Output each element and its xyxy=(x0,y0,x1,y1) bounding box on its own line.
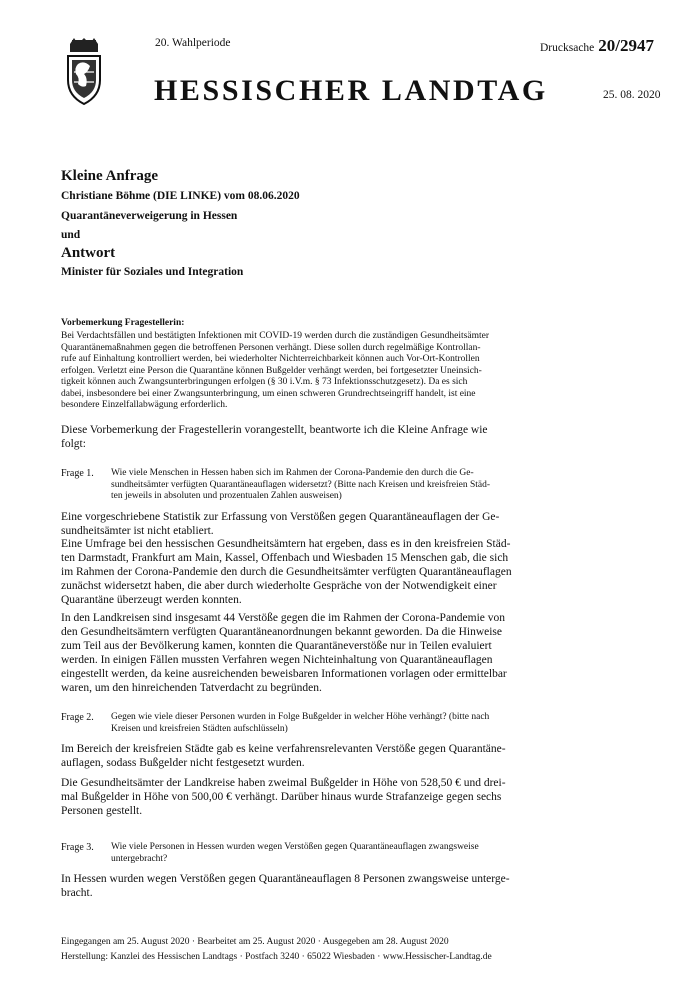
antwort-heading: Antwort xyxy=(61,245,116,261)
text-line: im Rahmen der Corona-Pandemie den durch die Gesundheitsämter verfügten Quarantäneauflagen xyxy=(61,566,512,578)
drucksache-number: 20/2947 xyxy=(598,36,655,55)
text-line: Diese Vorbemerkung der Fragestellerin vorangestellt, beantworte ich die Kleine Anfrage wie xyxy=(61,424,488,436)
text-line: Kreisen und kreisfreien Städten aufschlüsseln) xyxy=(111,723,288,734)
text-line: Wie viele Menschen in Hessen haben sich im Rahmen der Corona-Pandemie den durch die Ge- xyxy=(111,468,474,478)
document-date: 25. 08. 2020 xyxy=(603,89,661,101)
frage2-label: Frage 2. xyxy=(61,712,94,723)
text-line: mal Bußgelder in Höhe von 500,00 € verhängt. Darüber hinaus wurde Strafanzeige gegen sechs xyxy=(61,791,502,803)
vorbemerkung-heading: Vorbemerkung Fragestellerin: xyxy=(61,318,185,328)
text-line: ten jeweils in absoluten und prozentualen Zahlen ausweisen) xyxy=(111,491,342,501)
text-line: Gegen wie viele dieser Personen wurden in Folge Bußgelder in welcher Höhe verhängt? (bitte nach xyxy=(111,712,490,722)
wahlperiode: 20. Wahlperiode xyxy=(155,37,231,49)
text-line: werden. In einigen Fällen mussten Verfahren wegen Nichteinhaltung von Quarantäneauflagen xyxy=(61,654,493,666)
text-line: waren, um den hinreichenden Tatverdacht zu begründen. xyxy=(61,682,322,694)
text-line: folgt: xyxy=(61,438,86,450)
text-line: Bei Verdachtsfällen und bestätigten Infektionen mit COVID-19 werden durch die zuständigen Gesundheitsämter xyxy=(61,331,489,341)
text-line: sundheitsämter verfügten Quarantäneauflagen widersetzt? (Bitte nach Kreisen und kreisfreien Städ- xyxy=(111,479,491,490)
text-line: untergebracht? xyxy=(111,853,168,864)
answer1-paragraph2 xyxy=(61,537,523,607)
document-title: HESSISCHER LANDTAG xyxy=(154,74,548,107)
text-line: Quarantäne überzeugt werden konnten. xyxy=(61,594,242,606)
drucksache-label: Drucksache xyxy=(540,42,595,54)
text-line: sundheitsämter ist nicht etabliert. xyxy=(61,525,214,537)
hessen-coat-of-arms-icon xyxy=(64,38,104,106)
author-line: Christiane Böhme (DIE LINKE) vom 08.06.2020 xyxy=(61,190,300,202)
frage3-text xyxy=(111,842,523,865)
frage1-label: Frage 1. xyxy=(61,468,94,479)
text-line: Quarantänemaßnahmen gegen die betroffenen Personen verhängt. Diese sollen durch regelmäßige Kontrollan- xyxy=(61,342,481,353)
text-line: Eine Umfrage bei den hessischen Gesundheitsämtern hat ergeben, dass es in den kreisfreien Städ- xyxy=(61,538,511,550)
text-line: Personen gestellt. xyxy=(61,805,143,817)
text-line: ten Darmstadt, Frankfurt am Main, Kassel, Offenbach und Wiesbaden 15 Menschen gab, die sich xyxy=(61,552,509,564)
answer2-paragraph2 xyxy=(61,776,523,818)
preamble xyxy=(61,423,523,451)
text-line: Die Gesundheitsämter der Landkreise haben zweimal Bußgelder in Höhe von 528,50 € und drei- xyxy=(61,777,506,789)
answer1-paragraph3 xyxy=(61,611,523,695)
text-line: rufe auf Einhaltung kontrolliert werden, bei wiederholter Nichterreichbarkeit können auch Vor-Ort-Kontrollen xyxy=(61,354,480,364)
answer3-paragraph1 xyxy=(61,872,523,900)
text-line: auflagen, sodass Bußgelder nicht festgesetzt wurden. xyxy=(61,757,305,769)
text-line: den Gesundheitsämtern verfügten Quarantäneanordnungen bekannt geworden. Da die Hinweise xyxy=(61,626,502,638)
text-line: besondere Einzelfallabwägung erforderlich. xyxy=(61,400,228,410)
text-line: Wie viele Personen in Hessen wurden wegen Verstößen gegen Quarantäneauflagen zwangsweise xyxy=(111,842,479,852)
footer-dates: Eingegangen am 25. August 2020 · Bearbeitet am 25. August 2020 · Ausgegeben am 28. August 2020 xyxy=(61,937,449,947)
text-line: zunächst widersetzt haben, die aber durch wiederholte Gespräche von der Notwendigkeit einer xyxy=(61,580,497,592)
und-line: und xyxy=(61,229,81,241)
text-line: zum Teil aus der Bevölkerung kamen, konnten die Quarantäneverstöße nur in Teilen evaluiert xyxy=(61,640,492,652)
text-line: bracht. xyxy=(61,887,93,899)
kleine-anfrage-heading: Kleine Anfrage xyxy=(61,168,159,184)
subject-line: Quarantäneverweigerung in Hessen xyxy=(61,210,238,222)
answer2-paragraph1 xyxy=(61,742,523,770)
text-line: erfolgen. Verletzt eine Person die Quarantäne können Bußgelder verhängt werden, bei fortgesetzter Uneinsich- xyxy=(61,365,482,376)
text-line: dabei, insbesondere bei einer Zwangsunterbringung, um einen schweren Grundrechtseingriff handelt, ist eine xyxy=(61,388,476,399)
text-line: In den Landkreisen sind insgesamt 44 Verstöße gegen die im Rahmen der Corona-Pandemie von xyxy=(61,612,506,624)
text-line: tigkeit können auch Zwangsunterbringungen erfolgen (§ 30 i.V.m. § 73 Infektionsschutzgesetz). Da es sich xyxy=(61,377,468,387)
answer1-paragraph1 xyxy=(61,510,523,538)
text-line: Im Bereich der kreisfreien Städte gab es keine verfahrensrelevanten Verstöße gegen Quarantäne- xyxy=(61,743,506,755)
footer-imprint: Herstellung: Kanzlei des Hessischen Landtags · Postfach 3240 · 65022 Wiesbaden · www.Hessischer-Landtag.de xyxy=(61,952,492,962)
frage2-text xyxy=(111,712,523,735)
drucksache xyxy=(540,36,654,56)
text-line: eingestellt werden, da keine ausreichenden beweisbaren Informationen vorlagen oder ermittelbar xyxy=(61,668,507,680)
minister-line: Minister für Soziales und Integration xyxy=(61,266,244,278)
text-line: In Hessen wurden wegen Verstößen gegen Quarantäneauflagen 8 Personen zwangsweise unterge- xyxy=(61,873,510,885)
vorbemerkung-text xyxy=(61,331,523,412)
frage3-label: Frage 3. xyxy=(61,842,94,853)
frage1-text xyxy=(111,468,523,503)
text-line: Eine vorgeschriebene Statistik zur Erfassung von Verstößen gegen Quarantäneauflagen der Ge- xyxy=(61,511,500,523)
